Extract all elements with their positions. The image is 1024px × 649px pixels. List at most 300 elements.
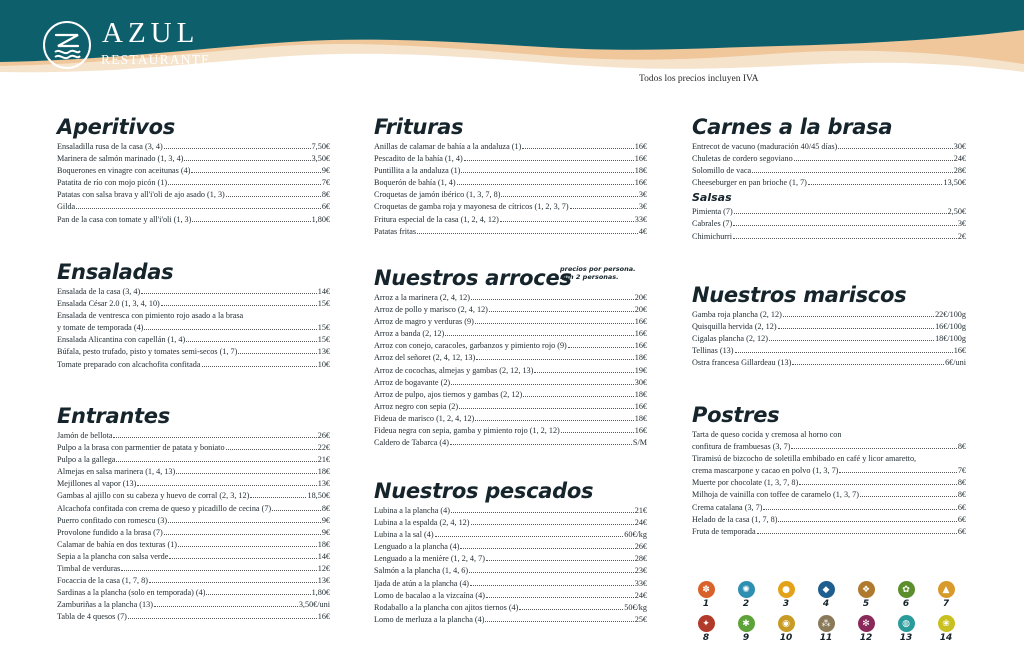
- menu-item-name: Crema catalana (3, 7): [692, 502, 763, 512]
- dot-leader: [476, 359, 634, 360]
- price-note-line-2: min 2 personas.: [560, 273, 619, 281]
- dot-leader: [464, 160, 634, 161]
- menu-items: [692, 206, 966, 242]
- dot-leader: [128, 618, 317, 619]
- dot-leader: [461, 172, 633, 173]
- menu-item-price: 18€: [317, 539, 330, 549]
- menu-item-name: Fideua negra con sepia, gamba y pimiento rojo (1, 2, 12): [374, 426, 560, 436]
- menu-item-price: 33€: [634, 214, 647, 224]
- menu-item: [692, 333, 966, 345]
- menu-item-price: 3€: [638, 190, 647, 200]
- menu-item: [374, 316, 647, 328]
- menu-item-price: 23€: [634, 566, 647, 576]
- header-banner: [0, 0, 1024, 92]
- menu-item: [374, 413, 647, 425]
- menu-item-name: Arroz de magro y verduras (9): [374, 317, 474, 327]
- menu-item-price: 30€: [953, 142, 966, 151]
- section-postres: [692, 402, 966, 538]
- menu-item-name: Cabrales (7): [692, 219, 733, 229]
- menu-item: [692, 165, 966, 177]
- menu-item: [692, 357, 966, 369]
- menu-item-name: Arroz negro con sepia (2): [374, 401, 459, 411]
- section-title: Ensaladas: [57, 260, 174, 284]
- brand-name: AZUL: [102, 17, 200, 49]
- egg-icon: ●: [778, 581, 795, 598]
- menu-item-price: 21€: [634, 506, 647, 515]
- menu-item: [692, 465, 966, 477]
- menu-item-price: 1,80€: [311, 588, 330, 598]
- menu-item-price: 30€: [634, 377, 647, 387]
- brand-subtitle: RESTAURANTE: [101, 52, 211, 67]
- menu-item: [57, 478, 330, 490]
- section-mariscos: [692, 282, 966, 369]
- dot-leader: [457, 184, 634, 185]
- menu-item-name: Tomate preparado con alcachofita confitada: [57, 359, 201, 369]
- menu-item: [57, 430, 330, 442]
- menu-item-name: Ostra francesa Gillardeau (13): [692, 358, 792, 368]
- dot-leader: [76, 208, 321, 209]
- allergen-number: 8: [702, 633, 710, 643]
- menu-item: [692, 218, 966, 230]
- menu-item: [374, 177, 647, 189]
- dot-leader: [860, 496, 957, 497]
- allergen-item: [934, 615, 958, 644]
- menu-item: [374, 141, 647, 153]
- nut-icon: ✦: [698, 615, 715, 632]
- menu-item: [57, 490, 330, 502]
- menu-item: [57, 201, 330, 213]
- menu-item-price: 9€: [321, 515, 330, 525]
- menu-item-price: 7€: [321, 178, 330, 188]
- dot-leader: [519, 609, 623, 610]
- allergen-number: 3: [782, 599, 790, 609]
- allergen-item: [734, 615, 758, 644]
- menu-item-price: 18,50€: [307, 491, 330, 501]
- menu-item-price: 18€: [634, 413, 647, 423]
- sulphite-icon: ✻: [858, 615, 875, 632]
- menu-item-name: Arroz de bogavante (2): [374, 377, 451, 387]
- menu-item-name: Sepia a la plancha con salsa verde: [57, 551, 169, 561]
- menu-item: [692, 441, 966, 453]
- menu-item-price: 16€: [634, 178, 647, 188]
- section-title: Nuestros pescados: [374, 479, 594, 503]
- menu-items: [374, 141, 647, 238]
- menu-item: [57, 515, 330, 527]
- menu-item-price: 25€: [634, 614, 647, 624]
- dot-leader: [168, 522, 321, 523]
- menu-item-name: Ensaladilla rusa de la casa (3, 4): [57, 142, 163, 151]
- sesame-icon: ⁂: [818, 615, 835, 632]
- celery-icon: ✱: [738, 615, 755, 632]
- dot-leader: [202, 366, 317, 367]
- dot-leader: [794, 160, 953, 161]
- menu-item-price: 14€: [317, 287, 330, 296]
- dot-leader: [838, 148, 952, 149]
- menu-item: [692, 502, 966, 514]
- menu-item-name: Marinera de salmón marinado (1, 3, 4): [57, 154, 184, 164]
- menu-item-price: 13€: [317, 576, 330, 586]
- allergen-number: 10: [779, 633, 793, 643]
- dot-leader: [523, 396, 633, 397]
- milk-icon: ▲: [938, 581, 955, 598]
- allergen-number: 7: [942, 599, 950, 609]
- menu-item-price: 15€: [317, 299, 330, 309]
- menu-item-price: 16€: [634, 154, 647, 164]
- dot-leader: [757, 533, 957, 534]
- menu-item-price: 28€: [634, 554, 647, 564]
- menu-item-name: Lomo de bacalao a la vizcaína (4): [374, 590, 485, 600]
- allergen-item: [734, 581, 758, 610]
- menu-item: [57, 165, 330, 177]
- menu-item-price: 22€: [317, 443, 330, 453]
- menu-items: [57, 286, 330, 371]
- menu-item-name: Fruta de temporada: [692, 526, 756, 536]
- menu-item: [374, 226, 647, 238]
- menu-item-name: Tellinas (13): [692, 346, 734, 356]
- dot-leader: [168, 184, 321, 185]
- dot-leader: [116, 461, 316, 462]
- dot-leader: [735, 352, 953, 353]
- menu-item: [374, 541, 647, 553]
- allergen-number: 12: [859, 633, 873, 643]
- allergen-item: [894, 615, 918, 644]
- menu-item: [374, 565, 647, 577]
- menu-item-name: Arroz de cocochas, almejas y gambas (2, 12, 13): [374, 365, 534, 375]
- section-ensaladas: [57, 259, 330, 371]
- menu-item-name: Arroz a la marinera (2, 4, 12): [374, 293, 470, 302]
- menu-items: [692, 309, 966, 369]
- menu-item-price: S/M: [632, 438, 647, 448]
- menu-item-name: Cheeseburger en pan brioche (1, 7): [692, 178, 807, 188]
- menu-item: [57, 539, 330, 551]
- menu-item-price: 7€: [957, 466, 966, 476]
- fish-icon: ◆: [818, 581, 835, 598]
- dot-leader: [226, 196, 321, 197]
- allergen-item: [694, 615, 718, 644]
- menu-item-price: 24€: [953, 154, 966, 164]
- section-pescados: [374, 478, 647, 626]
- menu-item-price: 16€: [634, 341, 647, 351]
- menu-item-name: Muerte por chocolate (1, 3, 7, 8): [692, 478, 799, 488]
- section-title: Nuestros arroces: [374, 266, 572, 290]
- dot-leader: [469, 572, 634, 573]
- menu-item-price: 3€: [957, 219, 966, 229]
- allergen-number: 5: [862, 599, 870, 609]
- menu-item: [374, 590, 647, 602]
- menu-item-name: Timbal de verduras: [57, 564, 121, 574]
- allergen-number: 4: [822, 599, 830, 609]
- dot-leader: [445, 335, 633, 336]
- allergen-item: [934, 581, 958, 610]
- dot-leader: [176, 473, 316, 474]
- brand-logo-icon: [42, 20, 92, 70]
- dot-leader: [500, 221, 634, 222]
- allergen-item: [854, 615, 878, 644]
- menu-item-name: Arroz de pollo y marisco (2, 4, 12): [374, 305, 488, 315]
- tax-note: Todos los precios incluyen IVA: [639, 74, 759, 84]
- allergen-number: 9: [742, 633, 750, 643]
- menu-item-price: 20€: [634, 293, 647, 302]
- dot-leader: [137, 485, 316, 486]
- menu-item-price: 16€: [634, 142, 647, 151]
- menu-item-price: 8€: [957, 442, 966, 452]
- dot-leader: [489, 311, 634, 312]
- menu-item-price: 50€/kg: [624, 602, 647, 612]
- dot-leader: [192, 221, 310, 222]
- menu-item: [57, 359, 330, 371]
- menu-item-name: Quisquilla hervida (2, 12): [692, 322, 777, 332]
- menu-item-name: Cigalas plancha (2, 12): [692, 334, 768, 344]
- menu-item-name: Lubina a la espalda (2, 4, 12): [374, 518, 470, 528]
- menu-item: [374, 304, 647, 316]
- dot-leader: [417, 233, 638, 234]
- menu-item-price: 15€: [317, 323, 330, 333]
- dot-leader: [769, 340, 934, 341]
- menu-item-name: Ijada de atún a la plancha (4): [374, 578, 470, 588]
- menu-item-price: 3€: [638, 202, 647, 212]
- dot-leader: [470, 585, 634, 586]
- menu-item-name: Tarta de queso cocida y cremosa al horno con: [692, 430, 842, 439]
- menu-item-price: 13,50€: [943, 178, 966, 188]
- menu-item: [374, 352, 647, 364]
- menu-item-price: 6€/uni: [945, 358, 966, 368]
- price-note: [560, 265, 636, 281]
- dot-leader: [763, 509, 956, 510]
- allergen-item: [894, 581, 918, 610]
- dot-leader: [485, 621, 633, 622]
- menu-item: [57, 503, 330, 515]
- dot-leader: [534, 372, 633, 373]
- section-entrantes: [57, 403, 330, 624]
- menu-item-price: 24€: [634, 518, 647, 528]
- menu-item-price: 4€: [638, 226, 647, 236]
- dot-leader: [238, 353, 316, 354]
- menu-item-price: 28€: [953, 166, 966, 176]
- menu-item-name: Calamar de bahía en dos texturas (1): [57, 539, 178, 549]
- dot-leader: [570, 208, 638, 209]
- dot-leader: [164, 148, 311, 149]
- menu-item: [374, 437, 647, 449]
- menu-item: [374, 389, 647, 401]
- dot-leader: [839, 472, 956, 473]
- dot-leader: [733, 225, 957, 226]
- section-title: Nuestros mariscos: [692, 283, 907, 307]
- menu-item-name: Ensalada de ventresca con pimiento rojo asado a la brasa: [57, 311, 244, 321]
- menu-item-price: 13€: [317, 347, 330, 357]
- menu-item: [692, 206, 966, 218]
- allergen-number: 13: [899, 633, 913, 643]
- menu-item-name: Mejillones al vapor (13): [57, 479, 137, 489]
- menu-item-name: Patatas con salsa brava y all'i'oli de ajo asado (1, 3): [57, 190, 225, 200]
- dot-leader: [144, 329, 316, 330]
- dot-leader: [206, 594, 310, 595]
- section-title: Carnes a la brasa: [692, 115, 893, 139]
- menu-item-name: Rodaballo a la plancha con ajitos tiernos (4): [374, 602, 519, 612]
- menu-item-price: 8€: [957, 490, 966, 500]
- menu-item-name: Ensalada de la casa (3, 4): [57, 287, 141, 296]
- menu-item: [57, 141, 330, 153]
- menu-item: [374, 505, 647, 517]
- menu-item-name: Pulpo a la brasa con parmentier de patata y boniato: [57, 443, 225, 453]
- menu-item: [692, 231, 966, 243]
- dot-leader: [734, 213, 947, 214]
- menu-item-price: 20€: [634, 305, 647, 315]
- menu-item-name: Búfala, pesto trufado, pisto y tomates semi-secos (1, 7): [57, 347, 238, 357]
- menu-item: [374, 553, 647, 565]
- menu-item-name: Fideua de marisco (1, 2, 4, 12): [374, 413, 475, 423]
- menu-item: [692, 321, 966, 333]
- dot-leader: [475, 420, 633, 421]
- dot-leader: [435, 536, 624, 537]
- menu-item: [374, 425, 647, 437]
- menu-item: [374, 328, 647, 340]
- menu-item: [374, 602, 647, 614]
- dot-leader: [226, 449, 317, 450]
- menu-item-price: 3,50€/uni: [298, 600, 330, 610]
- menu-item: [57, 587, 330, 599]
- menu-item-name: Croquetas de jamón ibérico (1, 3, 7, 8): [374, 190, 501, 200]
- dot-leader: [113, 437, 316, 438]
- menu-item-price: 6€: [957, 502, 966, 512]
- subsection-title-salsas: Salsas: [692, 191, 732, 205]
- menu-item-name: Helado de la casa (1, 7, 8): [692, 514, 778, 524]
- allergen-number: 14: [939, 633, 953, 643]
- menu-item: [374, 614, 647, 626]
- menu-item-price: 7,50€: [311, 142, 330, 151]
- dot-leader: [178, 546, 317, 547]
- menu-item-name: Entrecot de vacuno (maduración 40/45 días): [692, 142, 838, 151]
- dot-leader: [808, 184, 943, 185]
- menu-item-price: 13€: [317, 479, 330, 489]
- menu-item-price: 16€: [634, 317, 647, 327]
- menu-item-name: Lenguado a la plancha (4): [374, 542, 460, 552]
- menu-item-name: Croquetas de gamba roja y mayonesa de cítricos (1, 2, 3, 7): [374, 202, 569, 212]
- price-note-line-1: precios por persona.: [560, 265, 636, 273]
- menu-item-price: 1,80€: [311, 214, 330, 224]
- menu-item-name: Arroz con conejo, caracoles, garbanzos y pimiento rojo (9): [374, 341, 567, 351]
- menu-items: [692, 429, 966, 538]
- dot-leader: [471, 299, 634, 300]
- menu-item-price: 2€: [957, 231, 966, 241]
- menu-item: [374, 578, 647, 590]
- section-carnes: [692, 114, 966, 243]
- menu-item: [57, 563, 330, 575]
- dot-leader: [471, 524, 634, 525]
- menu-item-name: Chimichurri: [692, 231, 733, 241]
- menu-item: [374, 201, 647, 213]
- menu-item: [692, 429, 966, 441]
- menu-item-name: Arroz a banda (2, 12): [374, 329, 445, 339]
- allergen-item: [694, 581, 718, 610]
- menu-item-name: Almejas en salsa marinera (1, 4, 13): [57, 467, 176, 477]
- dot-leader: [169, 558, 316, 559]
- menu-item-name: Lenguado a la menière (1, 2, 4, 7): [374, 554, 485, 564]
- dot-leader: [486, 560, 634, 561]
- menu-items: [57, 141, 330, 226]
- menu-item-name: Milhoja de vainilla con toffee de caramelo (1, 3, 7): [692, 490, 859, 500]
- dot-leader: [161, 305, 317, 306]
- menu-item-price: 24€: [634, 590, 647, 600]
- menu-item-price: 16€: [634, 426, 647, 436]
- menu-item-price: 9€: [321, 527, 330, 537]
- menu-item: [692, 489, 966, 501]
- menu-item-name: Boquerones en vinagre con aceitunas (4): [57, 166, 191, 176]
- dot-leader: [783, 316, 934, 317]
- menu-item-price: 26€: [634, 542, 647, 552]
- menu-item-price: 6€: [957, 526, 966, 536]
- menu-item: [57, 599, 330, 611]
- menu-item: [374, 292, 647, 304]
- menu-item: [57, 298, 330, 310]
- menu-item-name: Boquerón de bahía (1, 4): [374, 178, 456, 188]
- mollusc-icon: ◍: [898, 615, 915, 632]
- menu-item-name: y tomate de temporada (4): [57, 323, 144, 333]
- allergen-legend: [694, 581, 964, 645]
- menu-item: [692, 526, 966, 538]
- menu-item-name: Pulpo a la gallega: [57, 455, 116, 465]
- menu-item-price: 16€: [317, 612, 330, 622]
- menu-item-name: Focaccia de la casa (1, 7, 8): [57, 576, 148, 586]
- menu-item-name: Puerro confitado con romescu (3): [57, 515, 168, 525]
- menu-item: [57, 322, 330, 334]
- menu-item-name: Patatas fritas: [374, 226, 417, 236]
- lupin-icon: ❀: [938, 615, 955, 632]
- menu-item-name: Puntillita a la andaluza (1): [374, 166, 461, 176]
- allergen-item: [814, 581, 838, 610]
- menu-item-price: 3,50€: [311, 154, 330, 164]
- menu-item: [57, 466, 330, 478]
- dot-leader: [561, 432, 634, 433]
- menu-item-price: 6€: [321, 202, 330, 212]
- menu-item: [57, 442, 330, 454]
- menu-item: [692, 177, 966, 189]
- menu-item-price: 33€: [634, 578, 647, 588]
- menu-item-price: 12€: [317, 564, 330, 574]
- menu-item: [57, 286, 330, 298]
- menu-item-name: Alcachofa confitada con crema de queso y picadillo de cecina (7): [57, 503, 272, 513]
- menu-item-price: 2,50€: [947, 207, 966, 217]
- menu-item-name: Salmón a la plancha (1, 4, 6): [374, 566, 469, 576]
- menu-item-name: Fritura especial de la casa (1, 2, 4, 12): [374, 214, 499, 224]
- peanut-icon: ❖: [858, 581, 875, 598]
- dot-leader: [799, 484, 957, 485]
- menu-item-price: 16€: [953, 346, 966, 356]
- allergen-number: 6: [902, 599, 910, 609]
- dot-leader: [184, 160, 310, 161]
- menu-item-price: 18€/100g: [935, 334, 966, 344]
- dot-leader: [501, 196, 637, 197]
- dot-leader: [568, 347, 634, 348]
- menu-item-price: 14€: [317, 551, 330, 561]
- dot-leader: [792, 364, 944, 365]
- menu-item-name: Lubina a la plancha (4): [374, 506, 450, 515]
- menu-item: [57, 189, 330, 201]
- soy-icon: ✿: [898, 581, 915, 598]
- menu-item-price: 18€: [634, 353, 647, 363]
- crab-icon: ✺: [738, 581, 755, 598]
- menu-items: [374, 505, 647, 626]
- dot-leader: [791, 448, 956, 449]
- menu-item: [57, 454, 330, 466]
- section-title: Entrantes: [57, 404, 170, 428]
- menu-item-name: Pescadito de la bahía (1, 4): [374, 154, 463, 164]
- menu-item-name: Provolone fundido a la brasa (7): [57, 527, 163, 537]
- menu-item-price: 19€: [634, 365, 647, 375]
- dot-leader: [186, 341, 317, 342]
- menu-item-price: 18€: [634, 166, 647, 176]
- menu-item-price: 16€/100g: [935, 322, 966, 332]
- menu-item-price: 22€/100g: [935, 310, 966, 319]
